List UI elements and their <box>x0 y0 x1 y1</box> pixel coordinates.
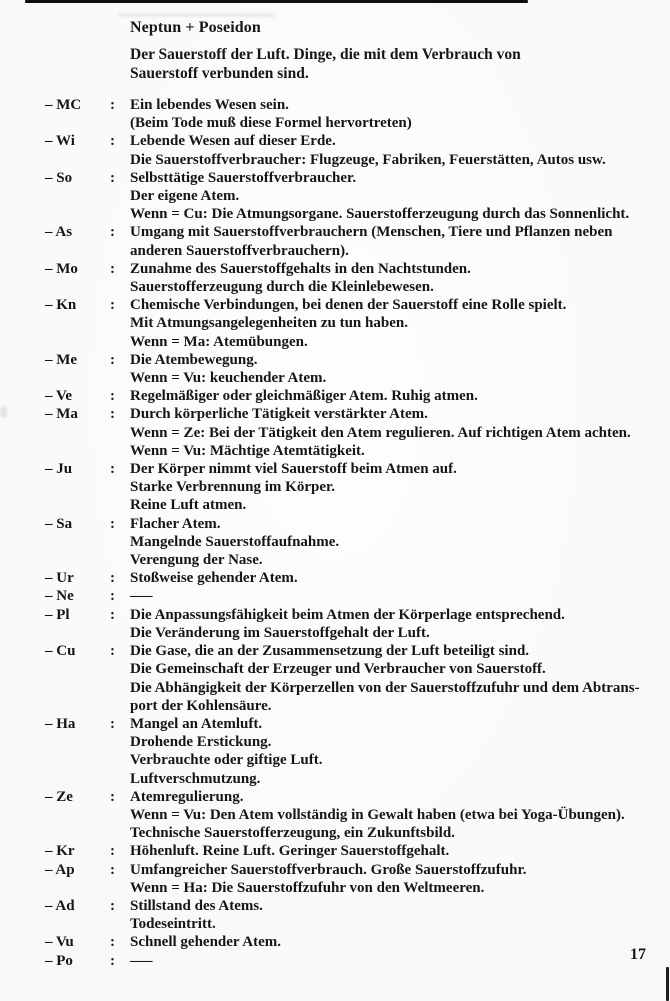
entry-text <box>130 569 670 587</box>
entry-label: – Ur <box>45 570 74 587</box>
entry-text <box>130 351 670 387</box>
entry-label: – Po <box>45 952 73 969</box>
entry-label: – So <box>45 169 73 186</box>
entry-row <box>0 460 670 515</box>
entry-line: Luftverschmutzung. <box>130 770 261 787</box>
entry-line: Die Gase, die an der Zusammensetzung der Luft beteiligt sind. <box>130 643 530 660</box>
entry-line: Ein lebendes Wesen sein. <box>130 97 289 113</box>
entry-label: – Wi <box>45 133 75 150</box>
entry-separator: : <box>110 570 115 587</box>
entry-line: Die Sauerstoffverbraucher: Flugzeuge, Fabriken, Feuerstätten, Autos usw. <box>130 151 606 168</box>
entry-line: Wenn = Vu: Den Atem vollständig in Gewalt haben (etwa bei Yoga-Übungen). <box>130 806 625 823</box>
entry-row <box>0 933 670 951</box>
entry-line: Mit Atmungsangelegenheiten zu tun haben. <box>130 315 408 332</box>
entry-text <box>130 132 670 168</box>
entry-row <box>0 296 670 351</box>
entry-line: Der eigene Atem. <box>130 188 240 205</box>
entry-line: Die Anpassungsfähigkeit beim Atmen der Körperlage entsprechend. <box>130 606 565 623</box>
entry-text <box>130 642 670 715</box>
entry-line: Reine Luft atmen. <box>130 497 247 514</box>
entry-label: – Ju <box>45 461 73 478</box>
entry-row <box>0 952 670 970</box>
entry-row <box>0 351 670 387</box>
entry-separator: : <box>110 388 115 405</box>
entry-line: Drohende Erstickung. <box>130 734 272 751</box>
entry-line: Flacher Atem. <box>130 515 221 532</box>
entry-text <box>130 296 670 351</box>
entry-line: Schnell gehender Atem. <box>130 934 281 951</box>
entry-label: – MC <box>45 97 82 113</box>
entry-separator: : <box>110 169 115 186</box>
entry-text <box>130 405 670 460</box>
entry-label: – As <box>45 224 73 241</box>
page-number: 17 <box>630 946 646 963</box>
entry-line: Stoßweise gehender Atem. <box>130 570 298 587</box>
entry-text <box>130 952 670 970</box>
entry-line: Umgang mit Sauerstoffverbrauchern (Menschen, Tiere und Pflanzen neben <box>130 224 613 241</box>
entry-label: – Kn <box>45 297 77 314</box>
entry-line: port der Kohlensäure. <box>130 697 272 714</box>
entry-row <box>0 387 670 405</box>
entry-separator: : <box>110 843 115 860</box>
entry-line: ––– <box>130 952 153 969</box>
entry-line: Starke Verbrennung im Körper. <box>130 479 336 496</box>
entries <box>0 96 670 970</box>
entry-text <box>130 223 670 259</box>
entry-text <box>130 861 670 897</box>
entry-separator: : <box>110 260 115 277</box>
entry-line: ––– <box>130 588 153 605</box>
entry-line: anderen Sauerstoffverbrauchern). <box>130 242 349 259</box>
page-subtitle <box>130 46 670 83</box>
entry-text <box>130 715 670 788</box>
entry-separator: : <box>110 715 115 732</box>
entry-separator: : <box>110 515 115 532</box>
entry-row <box>0 260 670 296</box>
entry-separator: : <box>110 952 115 969</box>
entry-row <box>0 606 670 642</box>
entry-line: Todeseintritt. <box>130 916 216 933</box>
entry-line: Wenn = Ha: Die Sauerstoffzufuhr von den Weltmeeren. <box>130 879 485 896</box>
entry-line: Lebende Wesen auf dieser Erde. <box>130 133 336 150</box>
entry-separator: : <box>110 461 115 478</box>
entry-row <box>0 842 670 860</box>
entry-text <box>130 96 670 132</box>
entry-label: – Ad <box>45 897 75 914</box>
entry-row <box>0 96 670 132</box>
entry-text <box>130 788 670 843</box>
entry-label: – Vu <box>45 934 74 951</box>
scan-edge-mark <box>0 406 7 418</box>
entry-separator: : <box>110 297 115 314</box>
entry-label: – Ma <box>45 406 78 423</box>
entry-line: Sauerstofferzeugung durch die Kleinlebewesen. <box>130 279 434 296</box>
entry-separator: : <box>110 224 115 241</box>
entry-label: – Mo <box>45 260 78 277</box>
entry-row <box>0 515 670 570</box>
entry-row <box>0 587 670 605</box>
entry-row <box>0 788 670 843</box>
entry-separator: : <box>110 606 115 623</box>
entry-text <box>130 606 670 642</box>
entry-separator: : <box>110 897 115 914</box>
entry-row <box>0 223 670 259</box>
entry-label: – Me <box>45 351 78 368</box>
entry-text <box>130 897 670 933</box>
entry-separator: : <box>110 788 115 805</box>
page-spine-line <box>666 967 669 1001</box>
entry-text <box>130 842 670 860</box>
page-title: Neptun + Poseidon <box>130 19 261 36</box>
entry-row <box>0 169 670 224</box>
entry-line: Die Atembewegung. <box>130 351 258 368</box>
entry-text <box>130 515 670 570</box>
entry-line: Die Veränderung im Sauerstoffgehalt der Luft. <box>130 624 430 641</box>
entry-separator: : <box>110 351 115 368</box>
entry-label: – Ze <box>45 788 73 805</box>
entry-separator: : <box>110 643 115 660</box>
entry-label: – Sa <box>45 515 73 532</box>
scan-top-line <box>25 0 528 3</box>
entry-label: – Ve <box>45 388 73 405</box>
entry-separator: : <box>110 406 115 423</box>
entry-line: Die Gemeinschaft der Erzeuger und Verbraucher von Sauerstoff. <box>130 661 546 678</box>
entry-line: Wenn = Ma: Atemübungen. <box>130 333 308 350</box>
page-header <box>0 0 670 83</box>
entry-line: Durch körperliche Tätigkeit verstärkter Atem. <box>130 406 428 423</box>
entry-line: Mangel an Atemluft. <box>130 715 263 732</box>
entry-separator: : <box>110 133 115 150</box>
entry-line: Chemische Verbindungen, bei denen der Sauerstoff eine Rolle spielt. <box>130 297 567 314</box>
entry-label: – Pl <box>45 606 70 623</box>
entry-row <box>0 569 670 587</box>
entry-line: Wenn = Ze: Bei der Tätigkeit den Atem regulieren. Auf richtigen Atem achten. <box>130 424 631 441</box>
entry-line: Umfangreicher Sauerstoffverbrauch. Große Sauerstoffzufuhr. <box>130 861 527 878</box>
subtitle-line: Der Sauerstoff der Luft. Dinge, die mit dem Verbrauch von <box>130 46 521 63</box>
entry-row <box>0 405 670 460</box>
entry-line: Wenn = Vu: keuchender Atem. <box>130 370 327 387</box>
entry-row <box>0 897 670 933</box>
entry-line: Mangelnde Sauerstoffaufnahme. <box>130 533 340 550</box>
entry-separator: : <box>110 588 115 605</box>
entry-line: Die Abhängigkeit der Körperzellen von der Sauerstoffzufuhr und dem Abtrans- <box>130 679 640 696</box>
entry-line: Wenn = Cu: Die Atmungsorgane. Sauerstofferzeugung durch das Sonnenlicht. <box>130 206 630 223</box>
entry-text <box>130 460 670 515</box>
entry-row <box>0 861 670 897</box>
entry-line: Verengung der Nase. <box>130 552 263 569</box>
entry-row <box>0 642 670 715</box>
entry-row <box>0 132 670 168</box>
entry-line: (Beim Tode muß diese Formel hervortreten) <box>130 115 412 132</box>
entry-line: Technische Sauerstofferzeugung, ein Zukunftsbild. <box>130 825 455 842</box>
entry-label: – Ha <box>45 715 76 732</box>
entry-line: Verbrauchte oder giftige Luft. <box>130 752 323 769</box>
entry-line: Zunahme des Sauerstoffgehalts in den Nachtstunden. <box>130 260 471 277</box>
entry-label: – Ap <box>45 861 75 878</box>
entry-label: – Kr <box>45 843 75 860</box>
entry-separator: : <box>110 97 115 113</box>
entry-text <box>130 587 670 605</box>
entry-line: Selbsttätige Sauerstoffverbraucher. <box>130 169 357 186</box>
entry-label: – Ne <box>45 588 74 605</box>
scan-smudge <box>118 13 276 17</box>
entry-line: Der Körper nimmt viel Sauerstoff beim Atmen auf. <box>130 461 457 478</box>
entry-line: Höhenluft. Reine Luft. Geringer Sauerstoffgehalt. <box>130 843 450 860</box>
entry-line: Stillstand des Atems. <box>130 897 263 914</box>
entry-label: – Cu <box>45 643 76 660</box>
entry-text <box>130 933 670 951</box>
entry-text <box>130 387 670 405</box>
entry-separator: : <box>110 934 115 951</box>
entry-row <box>0 715 670 788</box>
subtitle-line: Sauerstoff verbunden sind. <box>130 64 309 82</box>
entry-separator: : <box>110 861 115 878</box>
entry-line: Atemregulierung. <box>130 788 244 805</box>
entry-text <box>130 260 670 296</box>
entry-text <box>130 169 670 224</box>
entry-line: Regelmäßiger oder gleichmäßiger Atem. Ruhig atmen. <box>130 388 478 405</box>
entry-line: Wenn = Vu: Mächtige Atemtätigkeit. <box>130 442 365 459</box>
